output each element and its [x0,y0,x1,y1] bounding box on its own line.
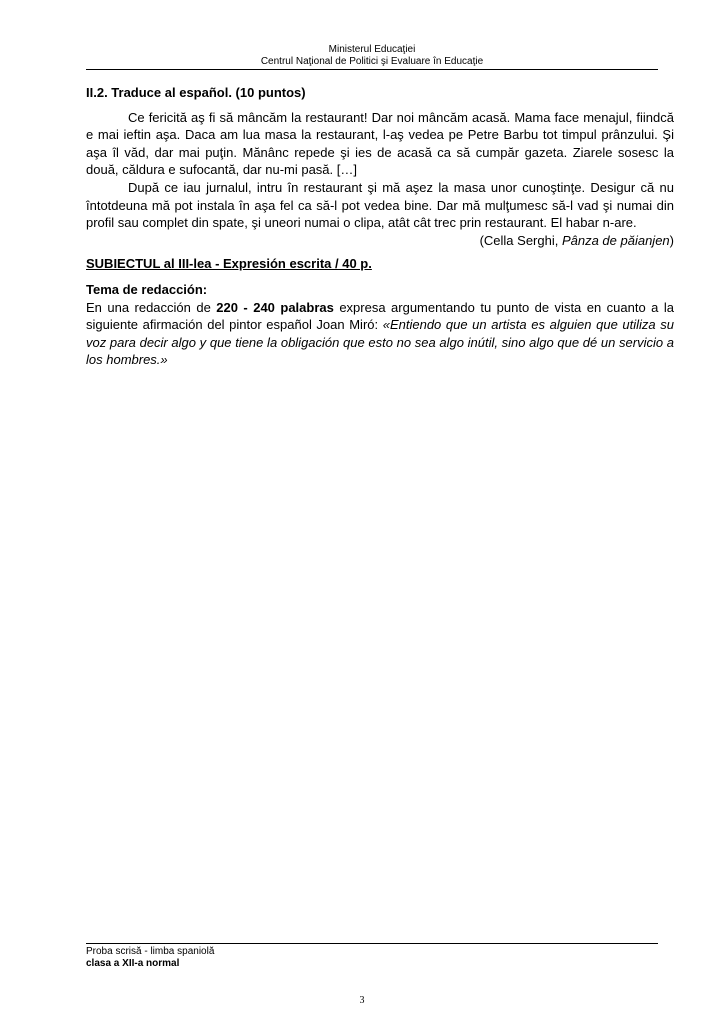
document-body [86,84,674,369]
header-center: Centrul Naţional de Politici şi Evaluare în Educaţie [260,56,484,67]
tema-body [86,299,674,369]
section-title: II.2. Traduce al español. (10 puntos) [86,85,306,100]
tema-mid: expresa argumentando tu punto de vista en cuanto a la siguiente afirmación del pintor español Joan Miró: [86,299,674,333]
tema-word-count: 220 - 240 palabras [216,299,334,315]
source-title: Pânza de păianjen [561,232,670,248]
page-number: 3 [359,995,365,1006]
subject-title: SUBIECTUL al III-lea - Expresión escrita / 40 p. [86,256,372,272]
translation-paragraph-1: Ce fericită aş fi să mâncăm la restaurant! Dar noi mâncăm acasă. Mama face menajul, fiindcă e mai ieftin aşa. Daca am lua masa la restaurant, l-aş vedea pe Petre Barbu tot timpul prânzului. Şi aşa îl văd, dar mai puţin. Mănânc repede şi ies de acasă ca să cumpăr gazeta. Ziarele sosesc la două, căldura e sufocantă, dar nu-mi pasă. […] [86,109,674,178]
translation-paragraph-2: După ce iau jurnalul, intru în restaurant şi mă aşez la masa unor cunoştinţe. Desigur că nu întotdeuna mă pot instala în aşa fel ca să-l pot vedea bine. Dar mă mulţumesc să-l vad şi numai din profil sau complet din spate, şi uneori numai o clipa, atât cât trec prin restaurant. El habar n-are. [86,179,674,231]
tema-intro: En una redacción de [86,299,217,315]
source-close: ) [669,232,674,248]
footer-divider [86,943,658,944]
page-footer [86,946,214,970]
page-header [86,44,658,68]
footer-exam: Proba scrisă - limba spaniolă [86,946,215,957]
source-citation [86,232,674,250]
footer-class: clasa a XII-a normal [86,958,180,969]
header-divider [86,69,658,70]
tema-quote: «Entiendo que un artista es alguien que utiliza su voz para decir algo y que tiene la obligación que esto no sea algo inútil, sino algo que dé un servicio a los hombres.» [86,317,674,368]
tema-title: Tema de redacción: [86,281,208,297]
header-ministry: Ministerul Educaţiei [328,44,416,55]
source-author: (Cella Serghi, [479,232,562,248]
